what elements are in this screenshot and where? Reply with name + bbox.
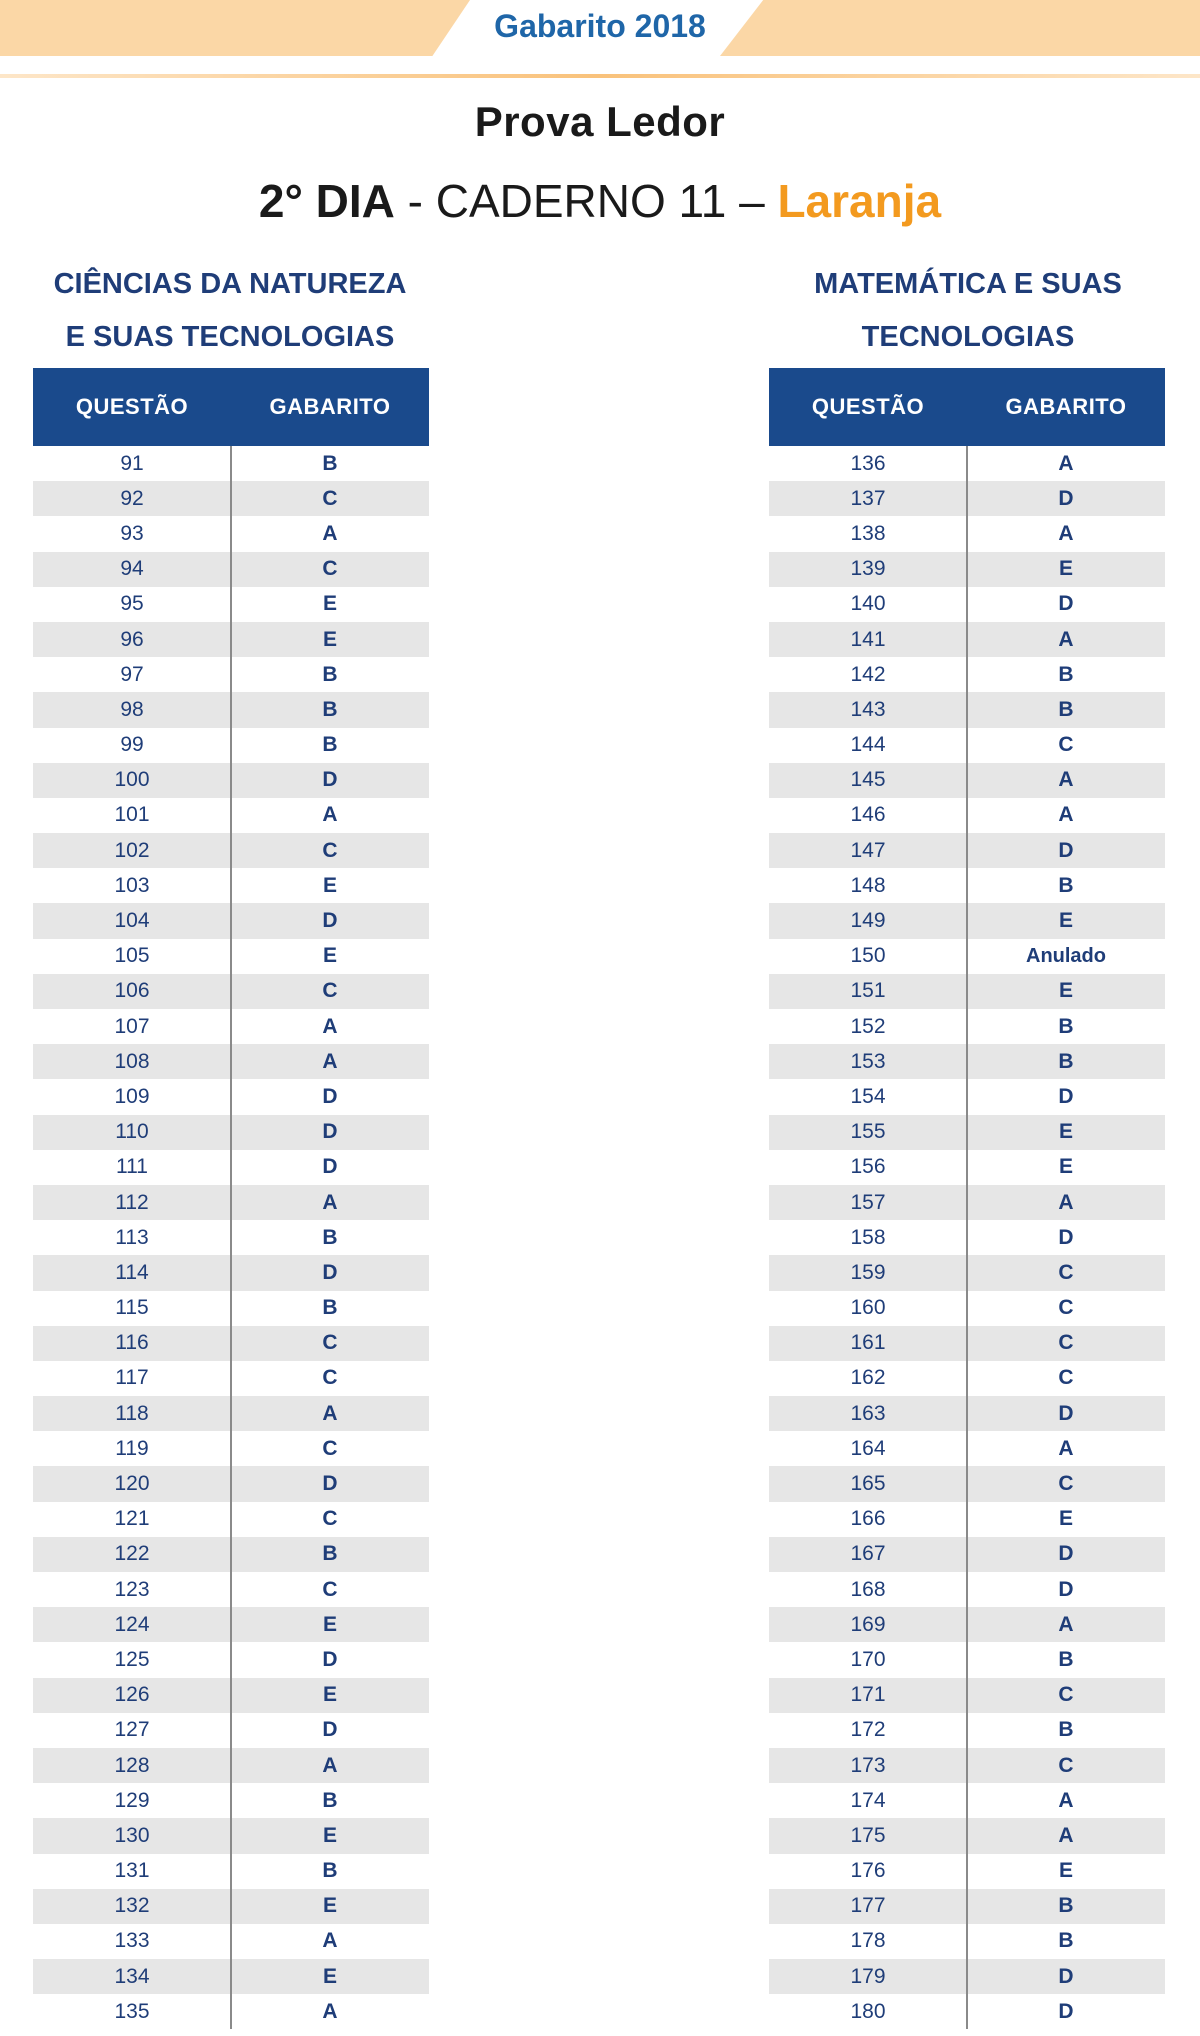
answer-table-matematica	[769, 368, 1165, 2029]
answer-key: B	[322, 697, 338, 721]
question-number: 94	[120, 557, 144, 581]
table-row	[33, 1537, 429, 1572]
question-number: 103	[114, 873, 150, 897]
answer-key: A	[322, 1049, 338, 1073]
exam-subtitle	[0, 174, 1200, 228]
question-number: 92	[120, 486, 144, 510]
table-row	[33, 1502, 429, 1537]
question-number: 105	[114, 944, 150, 968]
table-row	[769, 1713, 1165, 1748]
question-number: 159	[850, 1260, 886, 1284]
question-number: 132	[114, 1894, 150, 1918]
table-row	[33, 481, 429, 516]
section-title-line: MATEMÁTICA E SUAS	[814, 268, 1122, 300]
exam-booklet: - CADERNO 11 –	[394, 175, 778, 227]
question-number: 148	[850, 873, 886, 897]
table-row	[33, 833, 429, 868]
answer-key: B	[1058, 662, 1074, 686]
answer-key: B	[322, 1296, 338, 1320]
question-number: 140	[850, 592, 886, 616]
question-number: 135	[114, 1999, 150, 2023]
question-number: 106	[114, 979, 150, 1003]
question-number: 153	[850, 1049, 886, 1073]
question-number: 168	[850, 1577, 886, 1601]
table-row	[769, 657, 1165, 692]
question-number: 120	[114, 1472, 150, 1496]
column-header-questao: QUESTÃO	[75, 394, 189, 419]
question-number: 113	[115, 1225, 149, 1249]
table-row	[769, 763, 1165, 798]
question-number: 93	[120, 521, 144, 545]
answer-key: B	[1058, 1929, 1074, 1953]
question-number: 170	[850, 1647, 886, 1671]
question-number: 138	[850, 521, 886, 545]
answer-key: C	[322, 557, 338, 581]
table-row	[33, 1854, 429, 1889]
table-row	[769, 903, 1165, 938]
table-header	[769, 368, 1165, 446]
table-row	[769, 1854, 1165, 1889]
table-row	[33, 1115, 429, 1150]
table-row	[769, 1291, 1165, 1326]
question-number: 125	[114, 1647, 150, 1671]
question-number: 169	[850, 1612, 886, 1636]
question-number: 109	[114, 1084, 150, 1108]
table-row	[769, 939, 1165, 974]
table-row	[33, 728, 429, 763]
table-row	[33, 1959, 429, 1994]
answer-key: Anulado	[1026, 944, 1106, 967]
question-number: 177	[850, 1894, 886, 1918]
answer-key: A	[322, 521, 338, 545]
question-number: 124	[114, 1612, 150, 1636]
answer-key: D	[1058, 592, 1074, 616]
table-row	[33, 1466, 429, 1501]
table-row	[769, 1150, 1165, 1185]
answer-key: E	[1058, 557, 1073, 581]
table-row	[33, 1924, 429, 1959]
table-row	[33, 516, 429, 551]
table-row	[33, 1009, 429, 1044]
question-number: 119	[115, 1436, 149, 1460]
banner-divider	[0, 74, 1200, 78]
question-number: 158	[850, 1225, 886, 1249]
question-number: 178	[850, 1929, 886, 1953]
answer-key: D	[322, 1084, 338, 1108]
table-row	[33, 552, 429, 587]
question-number: 131	[114, 1859, 150, 1883]
question-number: 127	[114, 1718, 150, 1742]
answer-key: C	[1058, 733, 1074, 757]
question-number: 130	[114, 1823, 150, 1847]
answer-key: D	[1058, 1084, 1074, 1108]
question-number: 122	[114, 1542, 150, 1566]
question-number: 129	[114, 1788, 150, 1812]
question-number: 152	[850, 1014, 886, 1038]
table-row	[33, 1431, 429, 1466]
question-number: 164	[850, 1436, 886, 1460]
table-row	[33, 1678, 429, 1713]
table-row	[33, 657, 429, 692]
table-row	[769, 1115, 1165, 1150]
question-number: 157	[850, 1190, 886, 1214]
table-row	[33, 446, 429, 481]
answer-key: B	[1058, 1647, 1074, 1671]
header-banner	[0, 0, 1200, 78]
answer-key: D	[322, 1718, 338, 1742]
answer-key: B	[322, 1542, 338, 1566]
answer-key: A	[1058, 1612, 1074, 1636]
table-row	[769, 1044, 1165, 1079]
answer-key: C	[322, 486, 338, 510]
question-number: 111	[116, 1155, 148, 1179]
answer-key: A	[1058, 521, 1074, 545]
question-number: 146	[850, 803, 886, 827]
answer-key: A	[1058, 1436, 1074, 1460]
answer-key: A	[322, 1190, 338, 1214]
question-number: 99	[120, 733, 144, 757]
answer-key: C	[1058, 1260, 1074, 1284]
question-number: 149	[850, 909, 886, 933]
answer-key: B	[1058, 1718, 1074, 1742]
column-header-gabarito: GABARITO	[269, 394, 391, 419]
question-number: 180	[850, 1999, 886, 2023]
table-row	[33, 692, 429, 727]
question-number: 162	[850, 1366, 886, 1390]
question-number: 98	[120, 697, 144, 721]
question-number: 175	[850, 1823, 886, 1847]
question-number: 161	[850, 1331, 886, 1355]
question-number: 133	[114, 1929, 150, 1953]
answer-key: A	[1058, 627, 1074, 651]
question-number: 107	[114, 1014, 150, 1038]
question-number: 102	[114, 838, 150, 862]
question-number: 104	[114, 909, 150, 933]
answer-key: C	[322, 1436, 338, 1460]
question-number: 126	[114, 1683, 150, 1707]
answer-key: D	[1058, 1401, 1074, 1425]
answer-key: D	[322, 1647, 338, 1671]
table-row	[769, 1009, 1165, 1044]
answer-key: E	[1058, 1120, 1073, 1144]
answer-key: E	[322, 1612, 337, 1636]
answer-key: E	[322, 592, 337, 616]
answer-key: E	[1058, 1507, 1073, 1531]
table-body	[769, 446, 1165, 2029]
table-row	[33, 974, 429, 1009]
question-number: 154	[850, 1084, 886, 1108]
table-row	[33, 1889, 429, 1924]
question-number: 165	[850, 1472, 886, 1496]
table-row	[33, 1326, 429, 1361]
question-number: 143	[850, 697, 886, 721]
exam-day: 2° DIA	[258, 175, 395, 227]
question-number: 144	[850, 733, 886, 757]
question-number: 96	[120, 627, 144, 651]
table-row	[769, 1994, 1165, 2029]
table-row	[769, 1361, 1165, 1396]
answer-key: D	[1058, 1999, 1074, 2023]
table-row	[33, 1396, 429, 1431]
answer-key: A	[322, 1014, 338, 1038]
answer-key: D	[322, 1120, 338, 1144]
table-row	[769, 1572, 1165, 1607]
question-number: 145	[850, 768, 886, 792]
question-number: 123	[114, 1577, 150, 1601]
question-number: 128	[114, 1753, 150, 1777]
answer-key: D	[1058, 486, 1074, 510]
answer-key: D	[322, 1472, 338, 1496]
answer-key: E	[322, 944, 337, 968]
section-title-line: CIÊNCIAS DA NATUREZA	[53, 268, 407, 300]
table-row	[33, 1572, 429, 1607]
table-row	[33, 1220, 429, 1255]
answer-key: A	[1058, 1788, 1074, 1812]
answer-key: B	[322, 1225, 338, 1249]
table-row	[33, 1044, 429, 1079]
question-number: 100	[114, 768, 150, 792]
question-number: 150	[850, 944, 886, 968]
question-number: 108	[114, 1049, 150, 1073]
table-row	[33, 868, 429, 903]
table-row	[33, 1818, 429, 1853]
question-number: 121	[114, 1507, 150, 1531]
exam-title: Prova Ledor	[474, 98, 726, 145]
table-row	[33, 1748, 429, 1783]
table-row	[769, 1502, 1165, 1537]
answer-key: D	[322, 909, 338, 933]
answer-key: C	[1058, 1683, 1074, 1707]
table-row	[33, 1713, 429, 1748]
answer-key: B	[1058, 697, 1074, 721]
table-row	[769, 868, 1165, 903]
table-row	[769, 1678, 1165, 1713]
banner-title: Gabarito 2018	[494, 8, 706, 44]
answer-key: C	[1058, 1753, 1074, 1777]
question-number: 136	[850, 451, 886, 475]
question-number: 179	[850, 1964, 886, 1988]
table-body	[33, 446, 429, 2029]
answer-key: D	[322, 1260, 338, 1284]
answer-key: B	[322, 451, 338, 475]
answer-key: D	[1058, 838, 1074, 862]
question-number: 139	[850, 557, 886, 581]
question-number: 112	[115, 1190, 149, 1214]
answer-key: E	[322, 1964, 337, 1988]
answer-key: C	[1058, 1331, 1074, 1355]
table-row	[33, 903, 429, 938]
answer-key: A	[1058, 803, 1074, 827]
answer-key: E	[1058, 1155, 1073, 1179]
answer-key: D	[1058, 1225, 1074, 1249]
question-number: 97	[120, 662, 144, 686]
table-row	[33, 798, 429, 833]
question-number: 176	[850, 1859, 886, 1883]
table-row	[33, 1255, 429, 1290]
question-number: 173	[850, 1753, 886, 1777]
question-number: 118	[115, 1401, 149, 1425]
question-number: 147	[850, 838, 886, 862]
question-number: 134	[114, 1964, 150, 1988]
question-number: 95	[120, 592, 144, 616]
question-number: 142	[850, 662, 886, 686]
answer-key: D	[322, 768, 338, 792]
answer-key: A	[322, 1929, 338, 1953]
table-row	[769, 1959, 1165, 1994]
table-row	[33, 1994, 429, 2029]
table-row	[769, 1889, 1165, 1924]
table-row	[33, 1150, 429, 1185]
table-row	[769, 974, 1165, 1009]
question-number: 116	[115, 1331, 149, 1355]
question-number: 171	[850, 1683, 886, 1707]
answer-key: B	[1058, 1049, 1074, 1073]
table-row	[769, 728, 1165, 763]
answer-key: C	[322, 979, 338, 1003]
answer-key: E	[1058, 909, 1073, 933]
answer-key: C	[322, 838, 338, 862]
question-number: 174	[850, 1788, 886, 1812]
table-row	[769, 516, 1165, 551]
table-row	[33, 1185, 429, 1220]
question-number: 156	[850, 1155, 886, 1179]
answer-key: A	[322, 1999, 338, 2023]
table-row	[769, 1220, 1165, 1255]
answer-key: E	[1058, 979, 1073, 1003]
answer-key: B	[322, 1788, 338, 1812]
answer-key: C	[322, 1507, 338, 1531]
answer-key: E	[322, 873, 337, 897]
question-number: 141	[850, 627, 886, 651]
question-number: 166	[850, 1507, 886, 1531]
table-row	[33, 622, 429, 657]
question-number: 160	[850, 1296, 886, 1320]
table-row	[33, 1642, 429, 1677]
table-header	[33, 368, 429, 446]
table-row	[769, 1607, 1165, 1642]
question-number: 137	[850, 486, 886, 510]
table-row	[33, 1361, 429, 1396]
answer-key: B	[1058, 1894, 1074, 1918]
table-row	[769, 1255, 1165, 1290]
answer-key: A	[1058, 1190, 1074, 1214]
table-row	[33, 1079, 429, 1114]
column-header-questao: QUESTÃO	[811, 394, 925, 419]
question-number: 110	[115, 1120, 149, 1144]
table-row	[769, 833, 1165, 868]
answer-key: B	[322, 1859, 338, 1883]
question-number: 155	[850, 1120, 886, 1144]
table-row	[769, 1783, 1165, 1818]
answer-key: D	[1058, 1542, 1074, 1566]
table-row	[769, 622, 1165, 657]
answer-table-natureza	[33, 368, 429, 2029]
answer-key: A	[1058, 1823, 1074, 1847]
table-row	[769, 798, 1165, 833]
exam-color: Laranja	[777, 175, 942, 227]
answer-key: C	[1058, 1366, 1074, 1390]
answer-key: D	[1058, 1577, 1074, 1601]
answer-key: C	[1058, 1296, 1074, 1320]
table-row	[33, 763, 429, 798]
answer-key: C	[322, 1366, 338, 1390]
answer-key: A	[1058, 768, 1074, 792]
table-row	[769, 1748, 1165, 1783]
table-row	[33, 587, 429, 622]
table-row	[769, 552, 1165, 587]
question-number: 114	[115, 1260, 149, 1284]
table-row	[769, 1326, 1165, 1361]
answer-key: D	[322, 1155, 338, 1179]
table-row	[769, 1079, 1165, 1114]
question-number: 117	[115, 1366, 149, 1390]
question-number: 101	[114, 803, 150, 827]
question-number: 172	[850, 1718, 886, 1742]
section-title-natureza	[30, 258, 430, 364]
section-title-line: TECNOLOGIAS	[861, 321, 1075, 353]
answer-key: D	[1058, 1964, 1074, 1988]
answer-key: A	[322, 1401, 338, 1425]
table-row	[769, 692, 1165, 727]
answer-key: E	[1058, 1859, 1073, 1883]
answer-key: E	[322, 1823, 337, 1847]
answer-key: A	[322, 803, 338, 827]
section-title-line: E SUAS TECNOLOGIAS	[65, 321, 395, 353]
table-row	[33, 1291, 429, 1326]
answer-key: C	[1058, 1472, 1074, 1496]
table-row	[769, 1642, 1165, 1677]
answer-key: E	[322, 1894, 337, 1918]
table-row	[769, 1431, 1165, 1466]
table-row	[769, 1537, 1165, 1572]
answer-key: C	[322, 1331, 338, 1355]
section-title-matematica	[768, 258, 1168, 364]
table-row	[769, 1818, 1165, 1853]
table-row	[33, 1783, 429, 1818]
table-row	[769, 481, 1165, 516]
question-number: 167	[850, 1542, 886, 1566]
answer-key: B	[1058, 873, 1074, 897]
question-number: 91	[120, 451, 144, 475]
table-row	[769, 1396, 1165, 1431]
table-row	[769, 446, 1165, 481]
answer-key: B	[322, 733, 338, 757]
column-header-gabarito: GABARITO	[1005, 394, 1127, 419]
answer-key: A	[1058, 451, 1074, 475]
answer-key: E	[322, 1683, 337, 1707]
table-row	[33, 1607, 429, 1642]
answer-key: E	[322, 627, 337, 651]
table-row	[769, 1924, 1165, 1959]
table-row	[769, 587, 1165, 622]
answer-key: C	[322, 1577, 338, 1601]
table-row	[769, 1185, 1165, 1220]
answer-key: B	[322, 662, 338, 686]
question-number: 115	[115, 1296, 149, 1320]
table-row	[33, 939, 429, 974]
question-number: 151	[850, 979, 886, 1003]
answer-key: B	[1058, 1014, 1074, 1038]
question-number: 163	[850, 1401, 886, 1425]
answer-key: A	[322, 1753, 338, 1777]
table-row	[769, 1466, 1165, 1501]
